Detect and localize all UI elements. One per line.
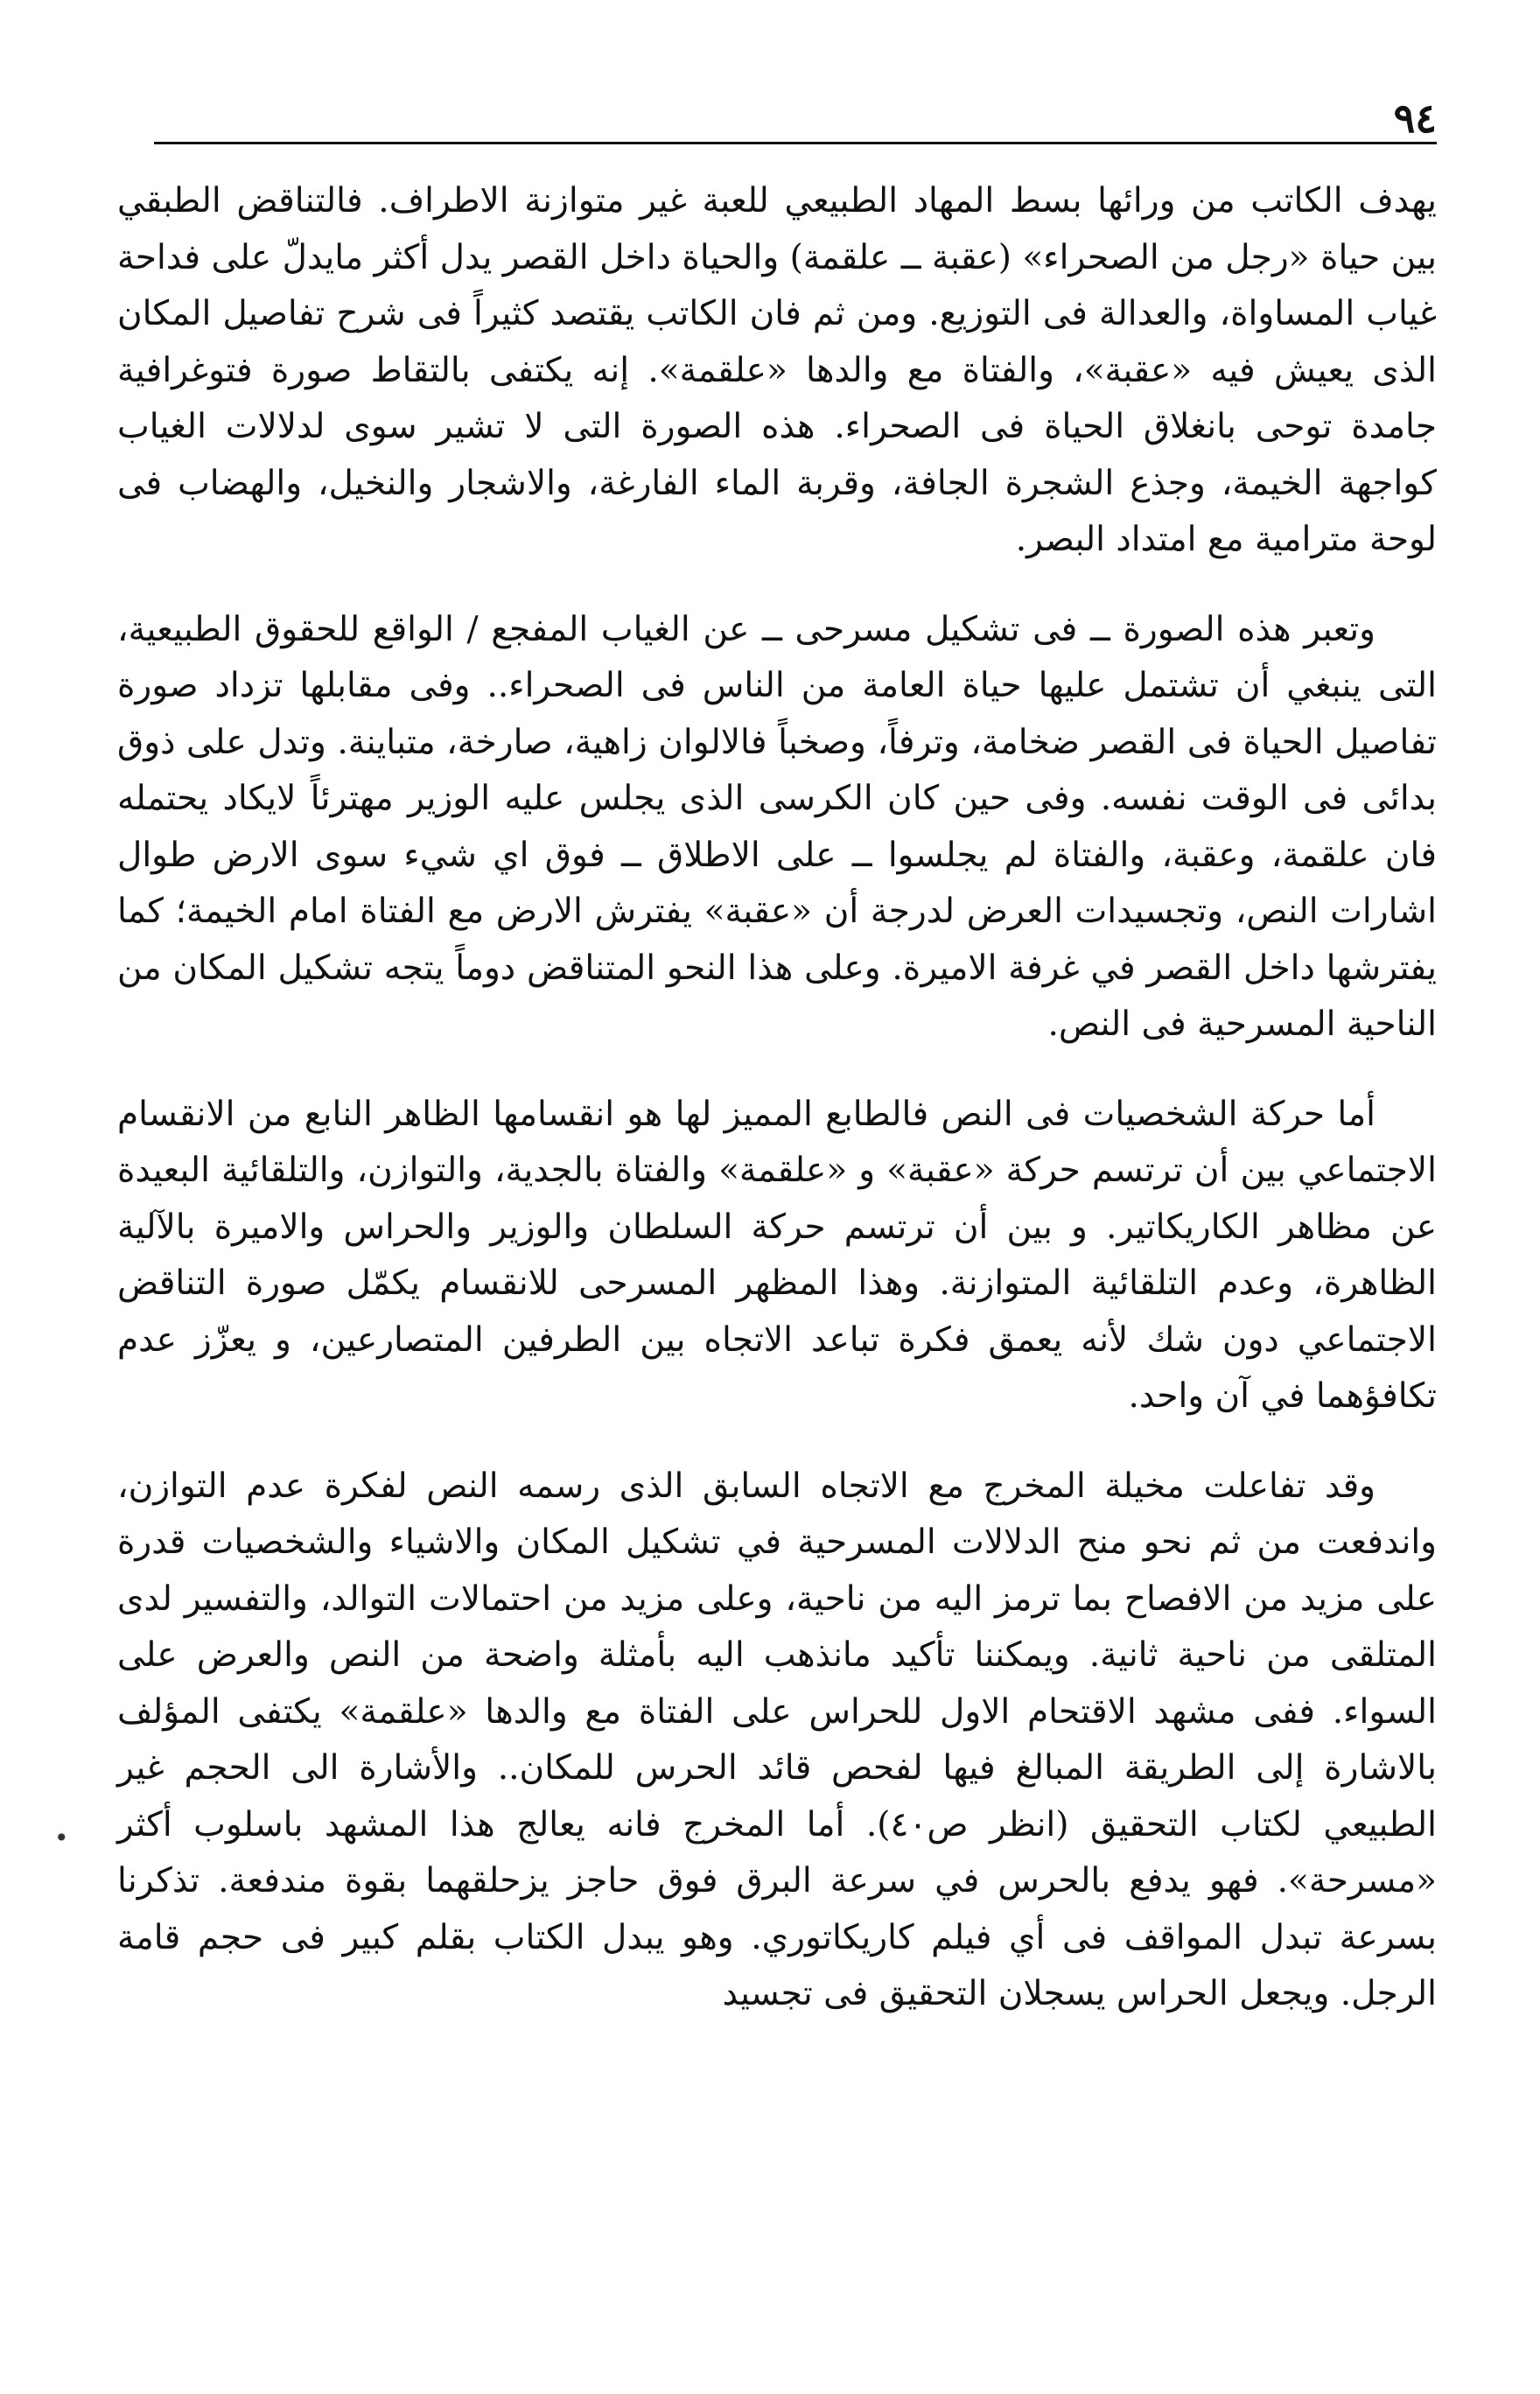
paragraph-2: وتعبر هذه الصورة ــ فى تشكيل مسرحى ــ عن الغياب المفجع / الواقع للحقوق الطبيعية، التى ينبغي أن تشتمل عليها حياة العامة من الناس فى الصحراء.. وفى مقابلها تزداد صورة تفاصيل الحياة فى القصر ضخامة، وترفاً، وصخباً فالالوان زاهية، صارخة، متباينة. وتدل على ذوق بدائى فى الوقت نفسه. وفى حين كان الكرسى الذى يجلس عليه الوزير مهترئاً لايكاد يحتمله فان علقمة، وعقبة، والفتاة لم يجلسوا ــ على الاطلاق ــ فوق اي شيء سوى الارض طوال اشارات النص، وتجسيدات العرض لدرجة أن «عقبة» يفترش الارض مع الفتاة امام الخيمة؛ كما يفترشها داخل القصر في غرفة الاميرة. وعلى هذا النحو المتناقض دوماً يتجه تشكيل المكان من الناحية المسرحية فى النص. (117, 609, 1437, 1044)
paragraph-4: وقد تفاعلت مخيلة المخرج مع الاتجاه السابق الذى رسمه النص لفكرة عدم التوازن، واندفعت من ثم نحو منح الدلالات المسرحية في تشكيل المكان والاشياء والشخصيات قدرة على مزيد من الافصاح بما ترمز اليه من ناحية، وعلى مزيد من احتمالات التوالد، والتفسير لدى المتلقى من ناحية ثانية. ويمكننا تأكيد مانذهب اليه بأمثلة واضحة من النص والعرض على السواء. ففى مشهد الاقتحام الاول للحراس على الفتاة مع والدها «علقمة» يكتفى المؤلف بالاشارة إلى الطريقة المبالغ فيها لفحص قائد الحرس للمكان.. والأشارة الى الحجم غير الطبيعي لكتاب التحقيق (انظر ص٤٠). أما المخرج فانه يعالج هذا المشهد باسلوب أكثر «مسرحة». فهو يدفع بالحرس في سرعة البرق فوق حاجز يزحلقهما بقوة مندفعة. تذكرنا بسرعة تبدل المواقف فى أي فيلم كاريكاتوري. وهو يبدل الكتاب بقلم كبير فى حجم قامة الرجل. ويجعل الحراس يسجلان التحقيق فى تجسيد (117, 1466, 1438, 2013)
paragraph-3: أما حركة الشخصيات فى النص فالطابع المميز لها هو انقسامها الظاهر النابع من الانقسام الاجتماعي بين أن ترتسم حركة «عقبة» و «علقمة» والفتاة بالجدية، والتوازن، والتلقائية البعيدة عن مظاهر الكاريكاتير. و بين أن ترتسم حركة السلطان والوزير والحراس والاميرة بالآلية الظاهرة، وعدم التلقائية المتوازنة. وهذا المظهر المسرحى للانقسام يكمّل صورة التناقض الاجتماعي دون شك لأنه يعمق فكرة تباعد الاتجاه بين الطرفين المتصارعين، و يعزّز عدم تكافؤهما في آن واحد. (117, 1094, 1437, 1416)
header-rule (154, 142, 1437, 144)
margin-dot-mark: • (54, 1824, 69, 1852)
page-number: ٩٤ (1393, 94, 1437, 142)
paragraph-1: يهدف الكاتب من ورائها بسط المهاد الطبيعي للعبة غير متوازنة الاطراف. فالتناقض الطبقي بين حياة «رجل من الصحراء» (عقبة ــ علقمة) والحياة داخل القصر يدل أكثر مايدلّ على فداحة غياب المساواة، والعدالة فى التوزيع. ومن ثم فان الكاتب يقتصد كثيراً فى شرح تفاصيل المكان الذى يعيش فيه «عقبة»، والفتاة مع والدها «علقمة». إنه يكتفى بالتقاط صورة فتوغرافية جامدة توحى بانغلاق الحياة فى الصحراء. هذه الصورة التى لا تشير سوى لدلالات الغياب كواجهة الخيمة، وجذع الشجرة الجافة، وقربة الماء الفارغة، والاشجار والنخيل، والهضاب فى لوحة مترامية مع امتداد البصر. (117, 181, 1437, 559)
body-text (117, 173, 1437, 2023)
